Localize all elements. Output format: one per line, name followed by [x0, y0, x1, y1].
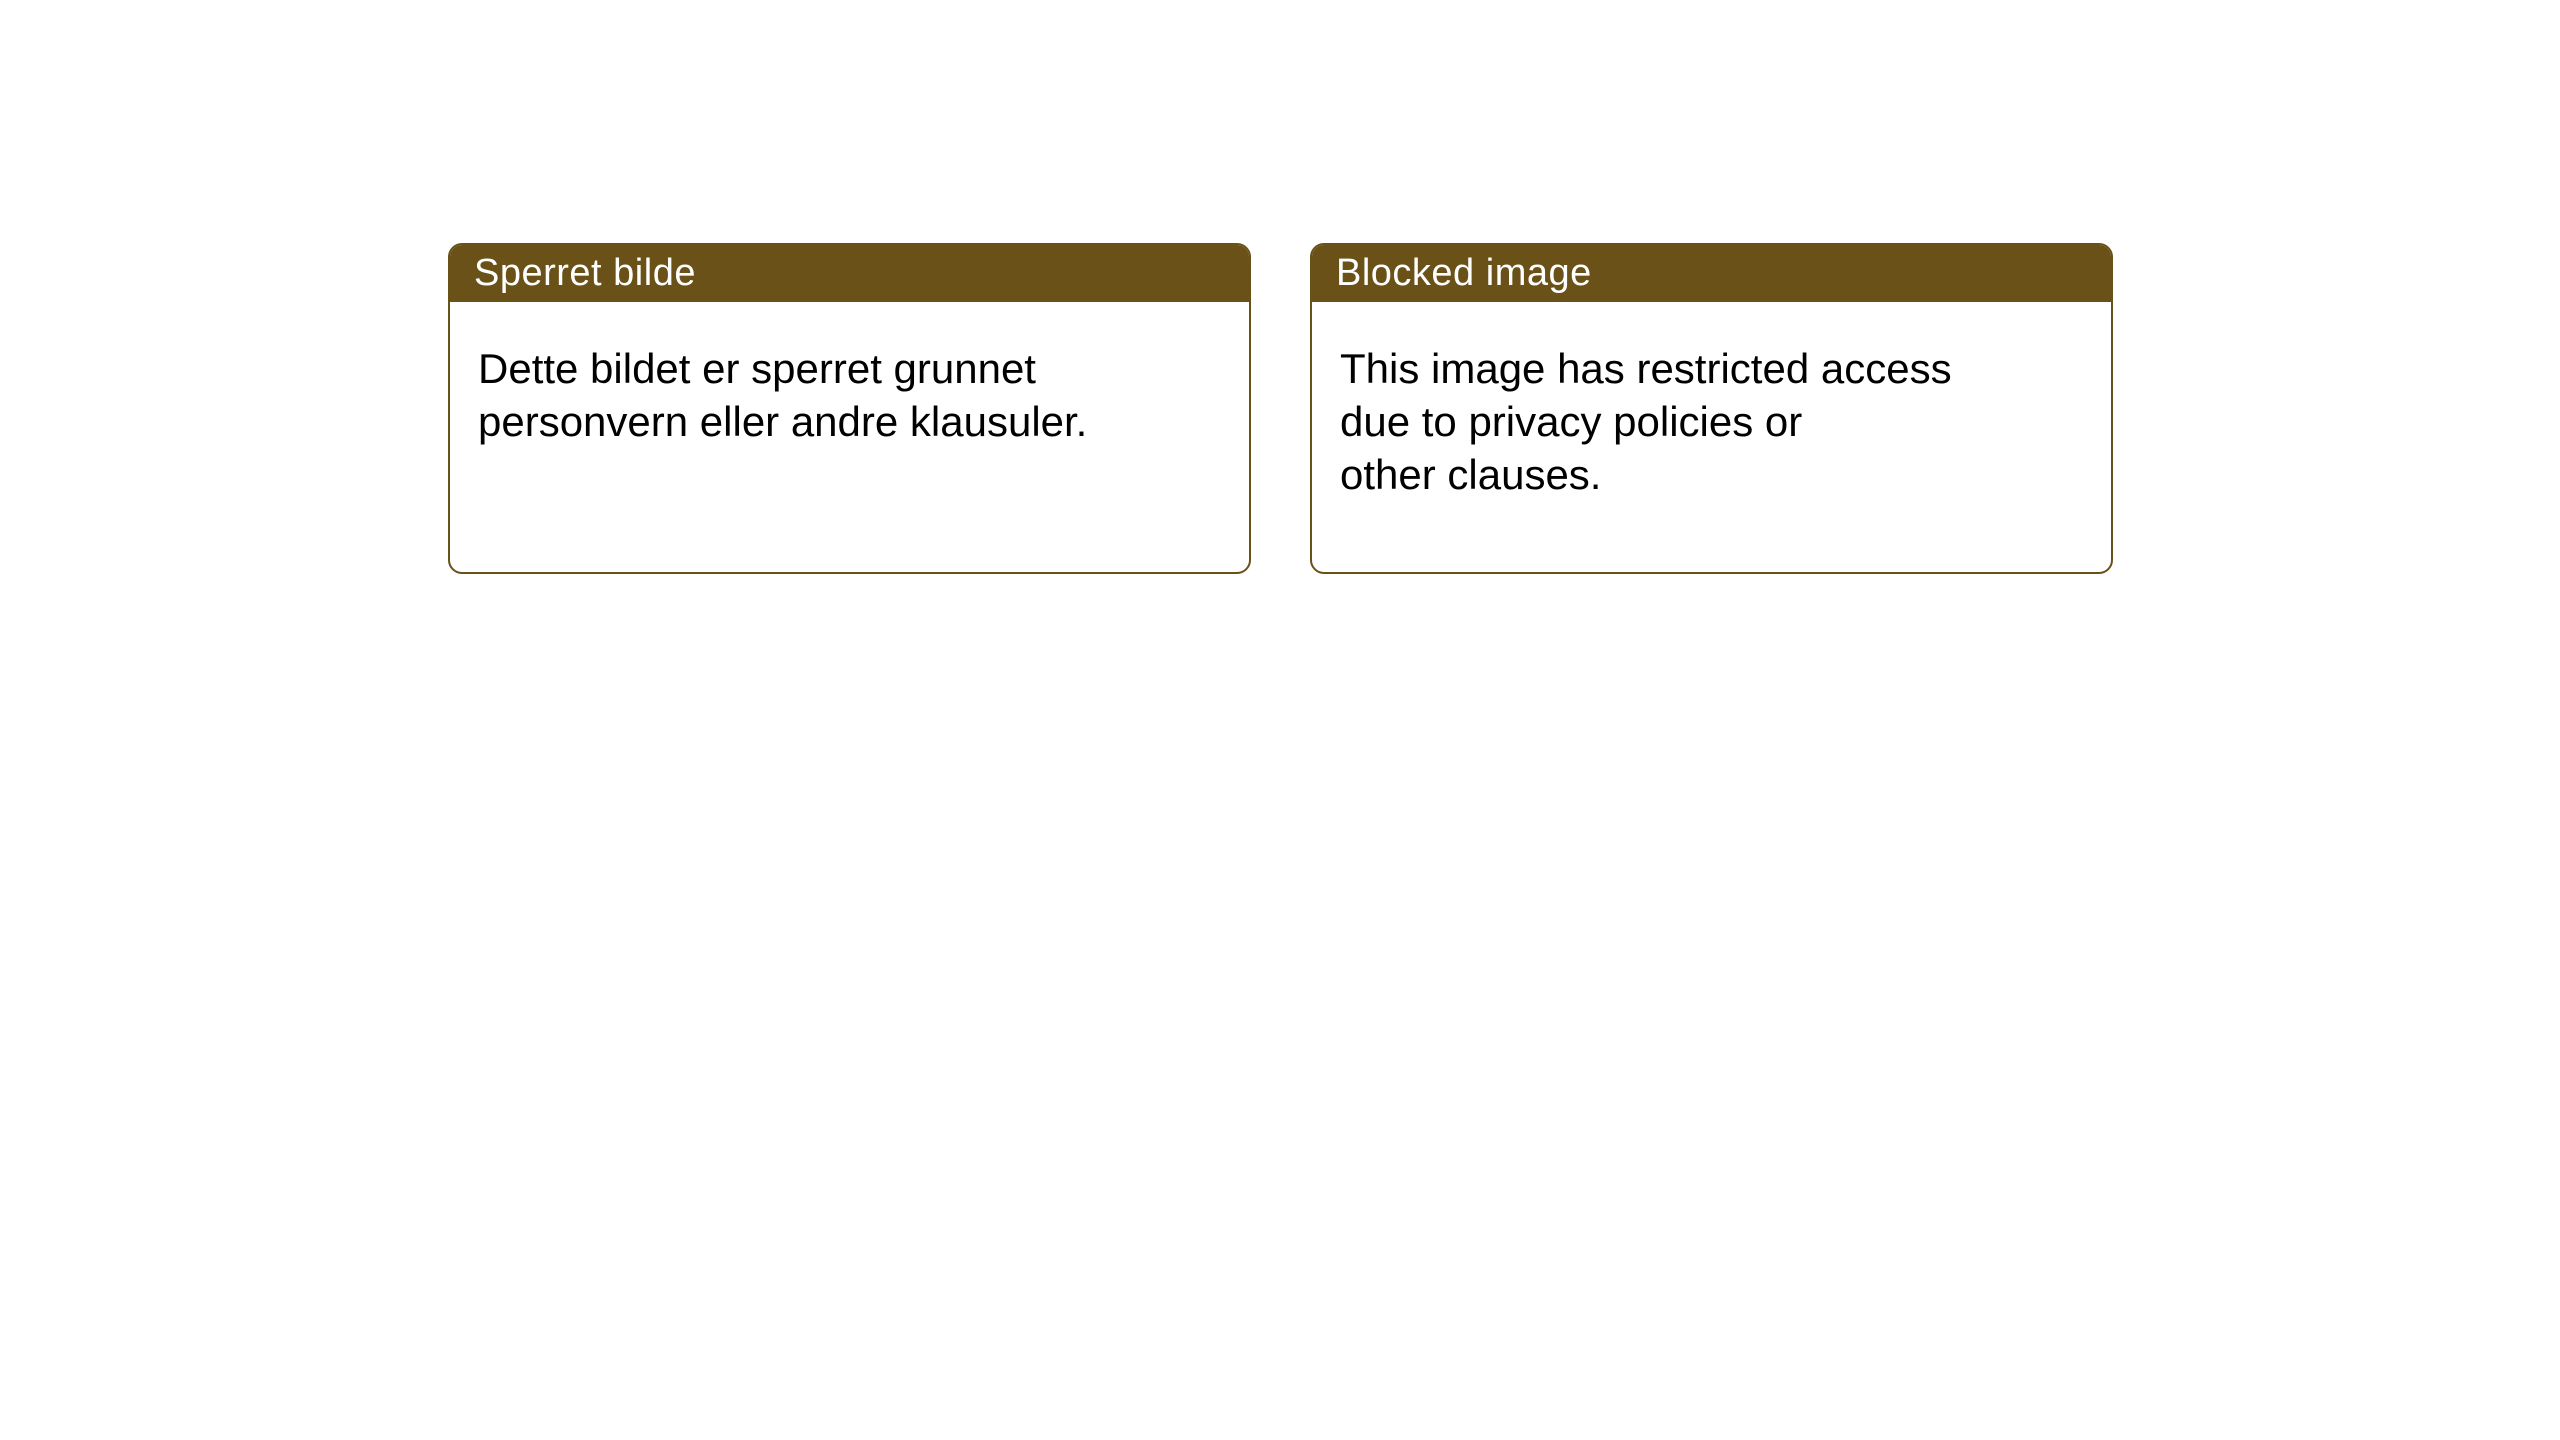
card-header: [450, 245, 1249, 302]
card-body: [450, 302, 1249, 448]
card-header: [1312, 245, 2111, 302]
card-body-line: personvern eller andre klausuler.: [478, 398, 1088, 445]
blocked-image-card-english: [1310, 243, 2113, 574]
card-title: Blocked image: [1336, 252, 1592, 294]
card-body-line: due to privacy policies or: [1340, 398, 1803, 445]
card-body: [1312, 302, 2111, 501]
blocked-image-card-norwegian: [448, 243, 1251, 574]
card-body-line: Dette bildet er sperret grunnet: [478, 345, 1036, 392]
card-body-line: This image has restricted access: [1340, 345, 1952, 392]
card-body-line: other clauses.: [1340, 451, 1602, 498]
card-title: Sperret bilde: [474, 252, 696, 294]
